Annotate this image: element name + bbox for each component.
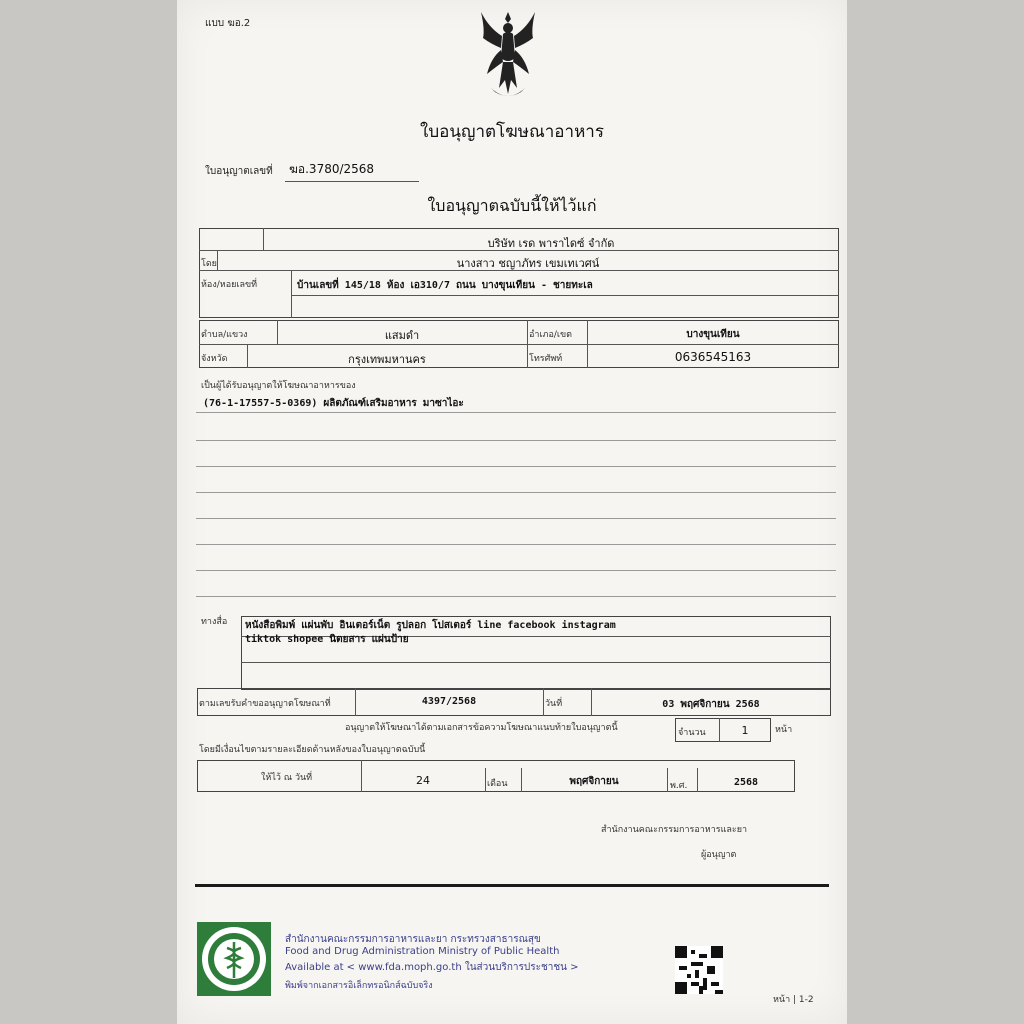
company-name: บริษัท เรด พาราไดซ์ จำกัด	[487, 237, 615, 250]
license-no-underline	[285, 181, 419, 182]
product-value: (76-1-17557-5-0369) ผลิตภัณฑ์เสริมอาหาร มาซาไอะ	[203, 398, 464, 409]
page-unit-label: หน้า	[775, 725, 793, 735]
location-cell-divider	[527, 320, 528, 368]
request-no: 4397/2568	[421, 696, 477, 707]
address-row-line	[291, 295, 839, 296]
by-label: โดย	[201, 259, 217, 269]
licensor-title: ผู้อนุญาต	[701, 850, 737, 860]
footer-divider	[195, 884, 829, 887]
district-value: บางขุนเทียน	[686, 329, 740, 340]
license-no-label: ใบอนุญาตเลขที่	[205, 166, 273, 177]
given-cell-divider	[667, 768, 668, 792]
channel-label: ทางสื่อ	[201, 617, 228, 627]
fda-logo-icon	[197, 922, 271, 996]
ruled-line	[196, 544, 836, 545]
district-label: อำเภอ/เขต	[529, 330, 572, 340]
license-no: ฆอ.3780/2568	[289, 162, 375, 176]
phone-label: โทรศัพท์	[529, 354, 563, 364]
footer-line1: สำนักงานคณะกรรมการอาหารและยา กระทรวงสาธารณสุข	[285, 934, 541, 945]
conditions-text: โดยมีเงื่อนไขตามรายละเอียดด้านหลังของใบอนุญาตฉบับนี้	[199, 745, 426, 755]
garuda-emblem-icon	[477, 8, 539, 102]
request-cell-divider	[543, 688, 544, 716]
given-day: 24	[416, 774, 430, 787]
location-row-line	[199, 344, 839, 345]
province-label: จังหวัด	[201, 354, 228, 364]
address-label: ห้อง/หอยเลขที่	[201, 280, 258, 290]
channels-line2: tiktok shopee นิตยสาร แผ่นป้าย	[245, 634, 409, 645]
form-code: แบบ ฆอ.2	[205, 18, 251, 29]
province-value: กรุงเทพมหานคร	[348, 353, 426, 366]
footer-line4: พิมพ์จากเอกสารอิเล็กทรอนิกส์ฉบับจริง	[285, 981, 433, 991]
subdistrict-label: ตำบล/แขวง	[201, 330, 248, 340]
document-subtitle: ใบอนุญาตฉบับนี้ให้ไว้แก่	[427, 196, 597, 215]
representative-name: นางสาว ชญาภัทร เขมเทเวศน์	[456, 257, 600, 270]
recipient-cell-divider	[291, 270, 292, 318]
phone-value: 0636545163	[674, 350, 752, 364]
ruled-line	[196, 412, 836, 413]
month-label: เดือน	[487, 779, 508, 789]
count-label: จำนวน	[678, 728, 706, 738]
given-label: ให้ไว้ ณ วันที่	[261, 773, 313, 783]
page-number: หน้า | 1-2	[773, 995, 814, 1005]
issuer-name: สำนักงานคณะกรรมการอาหารและยา	[601, 825, 748, 835]
request-date-label: วันที่	[545, 699, 563, 709]
address-value: บ้านเลขที่ 145/18 ห้อง เอ310/7 ถนน บางขุนเทียน - ชายทะเล	[297, 280, 593, 291]
ruled-line	[196, 518, 836, 519]
ruled-line	[196, 492, 836, 493]
request-no-label: ตามเลขรับคำขออนุญาตโฆษณาที่	[199, 699, 331, 709]
ruled-line	[196, 440, 836, 441]
footer-line3: Available at < www.fda.moph.go.th ในส่วนบริการประชาชน >	[285, 962, 579, 973]
channel-row-line	[241, 662, 831, 663]
document-title: ใบอนุญาตโฆษณาอาหาร	[420, 122, 604, 142]
request-date: 03 พฤศจิกายน 2568	[662, 699, 760, 710]
channels-line1: หนังสือพิมพ์ แผ่นพับ อินเตอร์เน็ต รูปลอก โปสเตอร์ line facebook instagram	[245, 620, 616, 631]
given-month: พฤศจิกายน	[569, 776, 619, 787]
ruled-line	[196, 466, 836, 467]
approval-statement: อนุญาตให้โฆษณาได้ตามเอกสารข้อความโฆษณาแนบท้ายใบอนุญาตนี้	[345, 723, 618, 733]
license-document	[177, 0, 847, 1024]
given-year: 2568	[733, 777, 759, 788]
given-cell-divider	[485, 768, 486, 792]
permit-statement: เป็นผู้ได้รับอนุญาตให้โฆษณาอาหารของ	[201, 381, 356, 391]
subdistrict-value: แสมดำ	[384, 329, 420, 342]
ruled-line	[196, 596, 836, 597]
year-label: พ.ศ.	[670, 781, 688, 791]
ruled-line	[196, 570, 836, 571]
qr-code-icon	[675, 946, 723, 994]
count-value: 1	[741, 724, 749, 737]
footer-line2: Food and Drug Administration Ministry of Public Health	[285, 946, 560, 957]
